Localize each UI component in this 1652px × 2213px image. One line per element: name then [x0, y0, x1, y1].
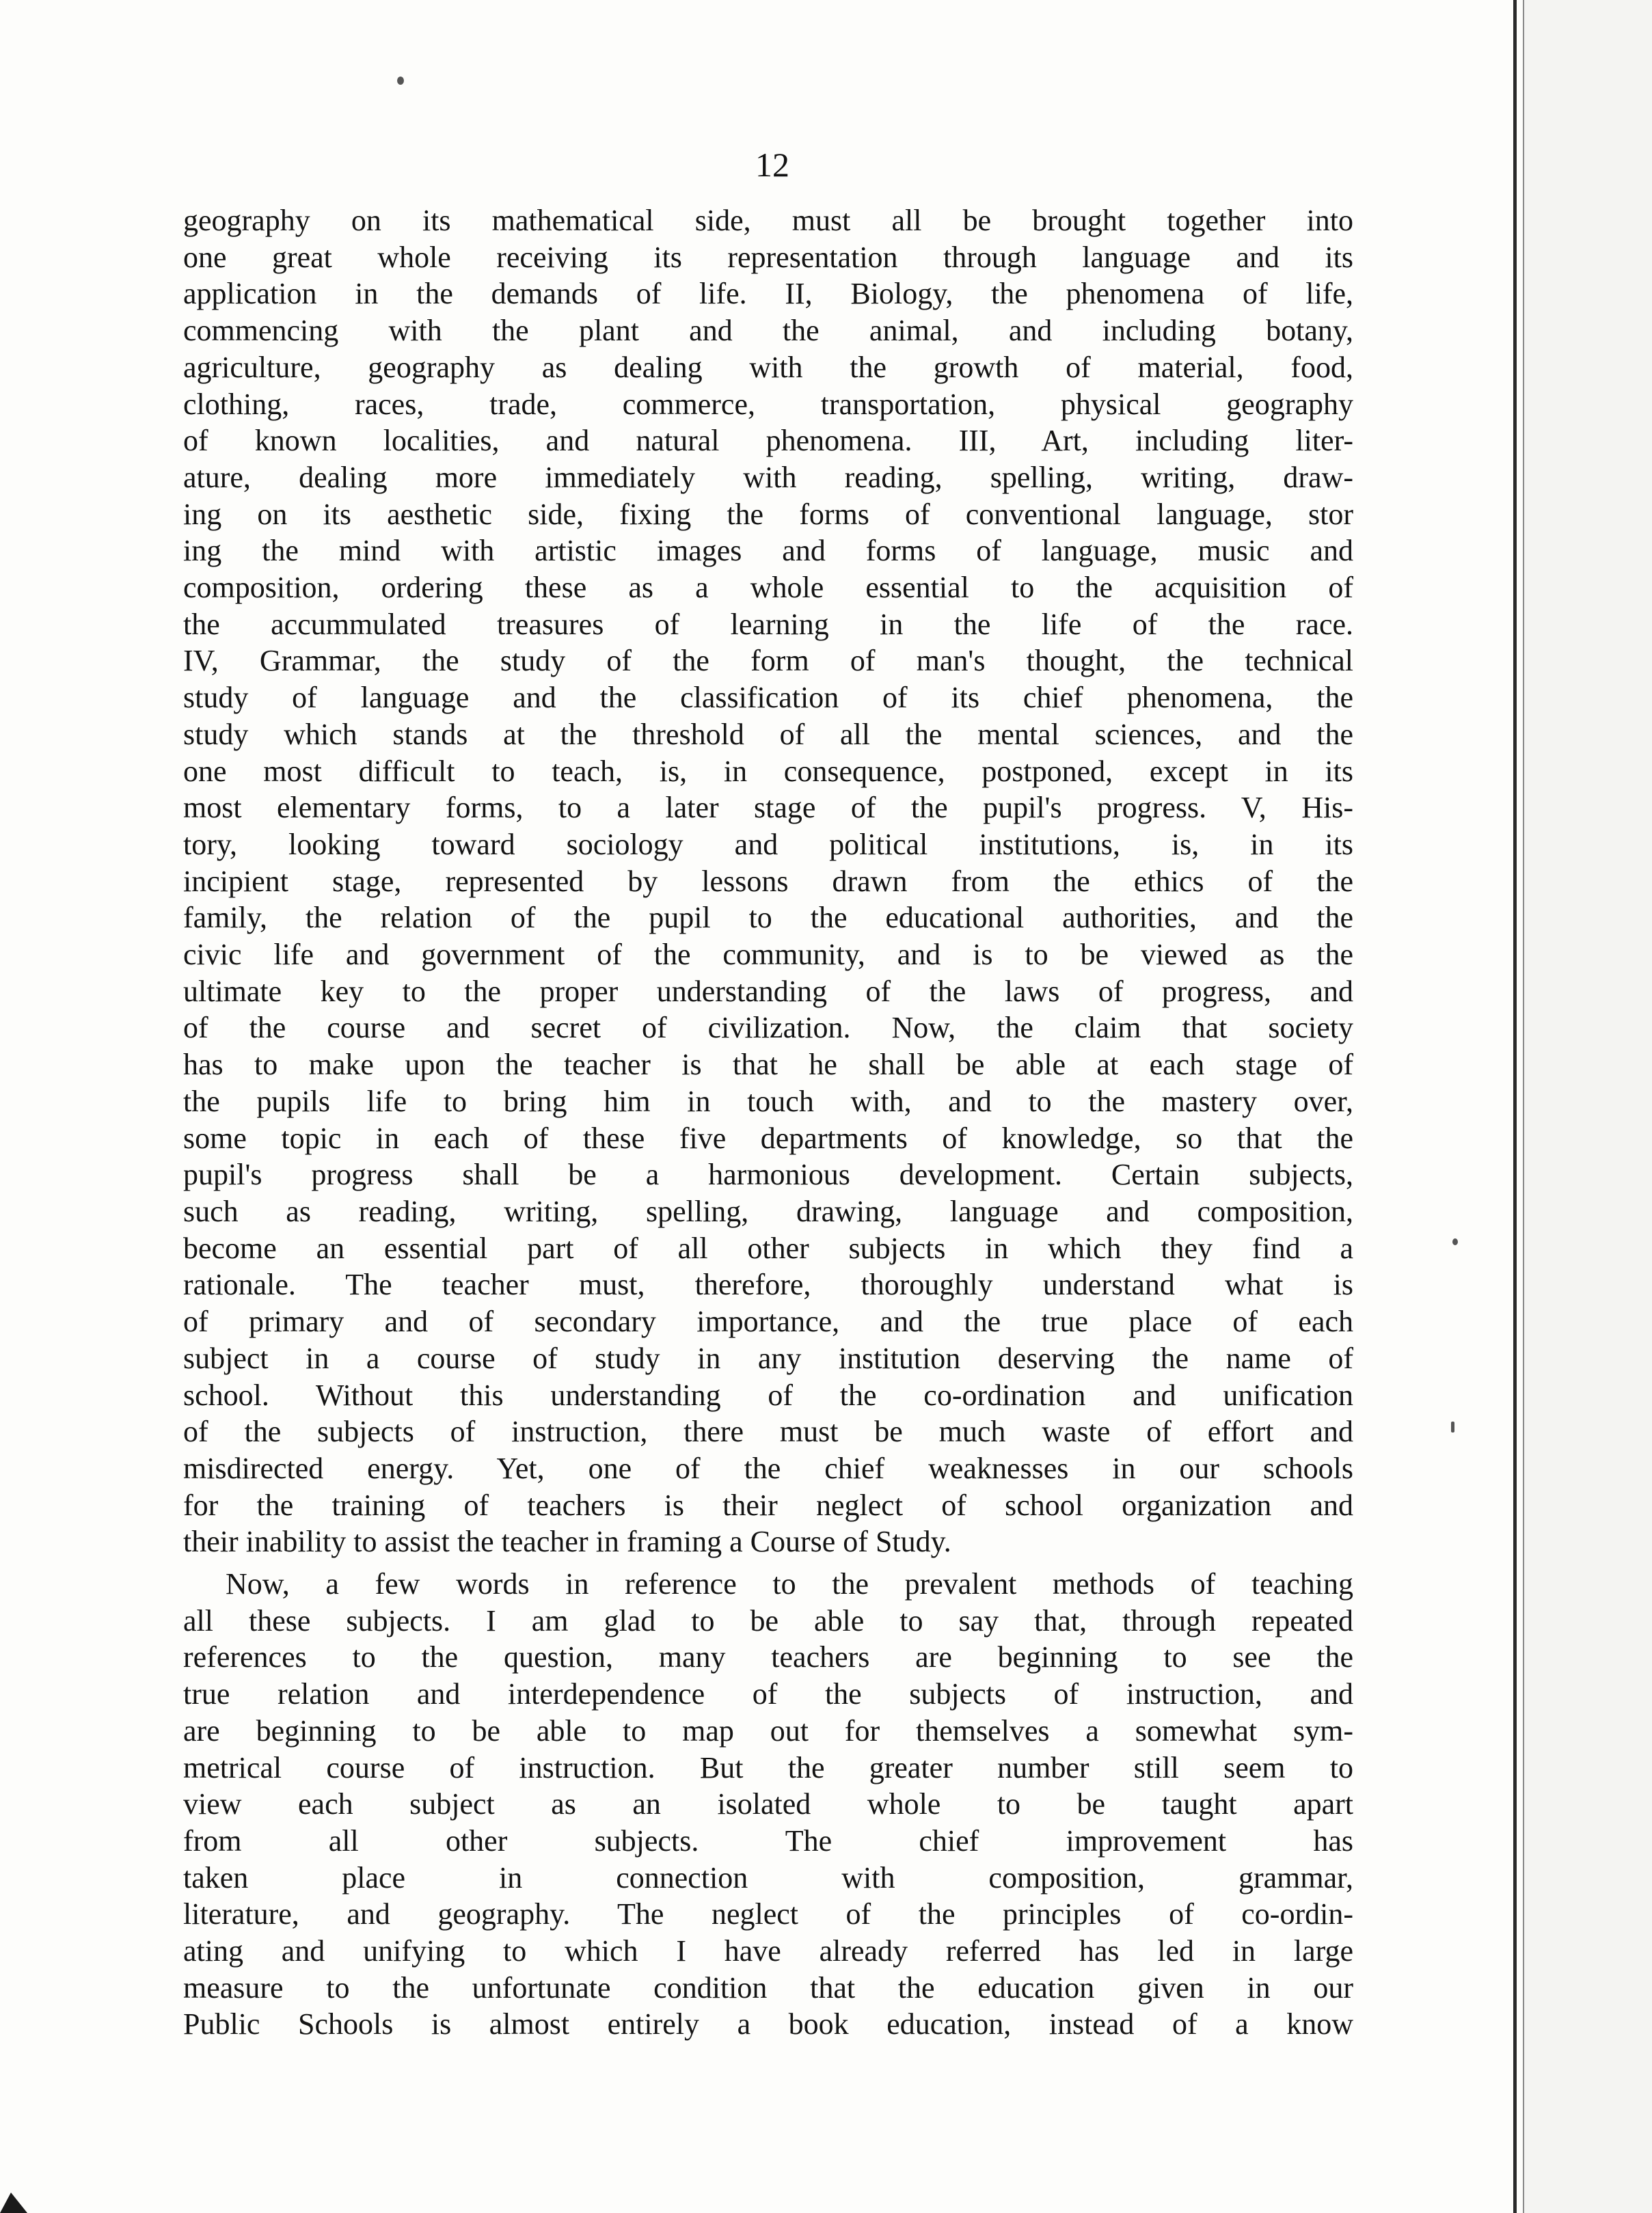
text-line: civic life and government of the community, and is to be viewed as the [183, 938, 1353, 972]
text-line: ature, dealing more immediately with reading, spelling, writing, draw- [183, 460, 1353, 494]
text-line: ultimate key to the proper understanding of the laws of progress, and [183, 974, 1353, 1008]
text-line: agriculture, geography as dealing with the growth of material, food, [183, 350, 1353, 384]
text-line: literature, and geography. The neglect of the principles of co-ordin- [183, 1897, 1353, 1931]
text-line: incipient stage, represented by lessons drawn from the ethics of the [183, 864, 1353, 898]
text-line: all these subjects. I am glad to be able to say that, through repeated [183, 1603, 1353, 1638]
text-line: IV, Grammar, the study of the form of man's thought, the technical [183, 644, 1353, 678]
page-gutter-shadow [1523, 0, 1524, 2213]
text-line: view each subject as an isolated whole to be taught apart [183, 1787, 1353, 1821]
text-line: clothing, races, trade, commerce, transportation, physical geography [183, 387, 1353, 421]
paragraph-gap [183, 1560, 1353, 1566]
text-line: true relation and interdependence of the subjects of instruction, and [183, 1677, 1353, 1711]
speck-mark [1451, 1422, 1454, 1433]
text-line: for the training of teachers is their neglect of school organization and [183, 1488, 1353, 1522]
text-line: of known localities, and natural phenomena. III, Art, including liter- [183, 424, 1353, 458]
text-line: rationale. The teacher must, therefore, thoroughly understand what is [183, 1268, 1353, 1302]
speck-mark [397, 77, 404, 85]
adjacent-page-edge [1524, 0, 1652, 2213]
text-line: measure to the unfortunate condition that the education given in our [183, 1970, 1353, 2005]
text-line: from all other subjects. The chief improvement has [183, 1823, 1353, 1858]
text-line: has to make upon the teacher is that he shall be able at each stage of [183, 1048, 1353, 1082]
text-line: are beginning to be able to map out for themselves a somewhat sym- [183, 1713, 1353, 1748]
text-line: study which stands at the threshold of all the mental sciences, and the [183, 717, 1353, 751]
body-text [183, 202, 1353, 2043]
text-line: metrical course of instruction. But the greater number still seem to [183, 1750, 1353, 1784]
text-line: their inability to assist the teacher in framing a Course of Study. [183, 1525, 951, 1559]
text-line: references to the question, many teachers are beginning to see the [183, 1640, 1353, 1674]
text-line: family, the relation of the pupil to the educational authorities, and the [183, 901, 1353, 935]
text-line: become an essential part of all other subjects in which they find a [183, 1231, 1353, 1265]
text-line: school. Without this understanding of the co-ordination and unification [183, 1378, 1353, 1412]
text-line: of the subjects of instruction, there must be much waste of effort and [183, 1415, 1353, 1449]
text-line: tory, looking toward sociology and political institutions, is, in its [183, 827, 1353, 861]
text-line: taken place in connection with composition, grammar, [183, 1860, 1353, 1895]
text-line: ing on its aesthetic side, fixing the forms of conventional language, stor [183, 497, 1353, 531]
speck-mark [1452, 1238, 1458, 1245]
text-line: composition, ordering these as a whole essential to the acquisition of [183, 571, 1353, 605]
text-line: application in the demands of life. II, Biology, the phenomena of life, [183, 277, 1353, 311]
text-line: one great whole receiving its representation through language and its [183, 240, 1353, 274]
text-line: of the course and secret of civilization. Now, the claim that society [183, 1011, 1353, 1045]
text-line: ating and unifying to which I have already referred has led in large [183, 1934, 1353, 1968]
page-gutter-line [1513, 0, 1517, 2213]
text-line: such as reading, writing, spelling, drawing, language and composition, [183, 1194, 1353, 1228]
text-line: pupil's progress shall be a harmonious development. Certain subjects, [183, 1158, 1353, 1192]
page-number: 12 [755, 146, 789, 184]
text-line: commencing with the plant and the animal, and including botany, [183, 314, 1353, 348]
text-line: subject in a course of study in any institution deserving the name of [183, 1341, 1353, 1375]
text-line: ing the mind with artistic images and forms of language, music and [183, 534, 1353, 568]
text-line: the accummulated treasures of learning in the life of the race. [183, 607, 1353, 641]
text-line: misdirected energy. Yet, one of the chief weaknesses in our schools [183, 1451, 1353, 1485]
text-line: Public Schools is almost entirely a book education, instead of a know [183, 2007, 1353, 2041]
text-line: study of language and the classification of its chief phenomena, the [183, 681, 1353, 715]
text-line: the pupils life to bring him in touch with, and to the mastery over, [183, 1084, 1353, 1118]
text-line: some topic in each of these five departments of knowledge, so that the [183, 1121, 1353, 1155]
text-line: of primary and of secondary importance, and the true place of each [183, 1305, 1353, 1339]
text-line: geography on its mathematical side, must all be brought together into [183, 204, 1353, 237]
scan-corner-mark [0, 2192, 27, 2213]
text-line: one most difficult to teach, is, in consequence, postponed, except in its [183, 754, 1353, 788]
text-line: Now, a few words in reference to the prevalent methods of teaching [226, 1567, 1353, 1601]
text-line: most elementary forms, to a later stage of the pupil's progress. V, His- [183, 791, 1353, 825]
